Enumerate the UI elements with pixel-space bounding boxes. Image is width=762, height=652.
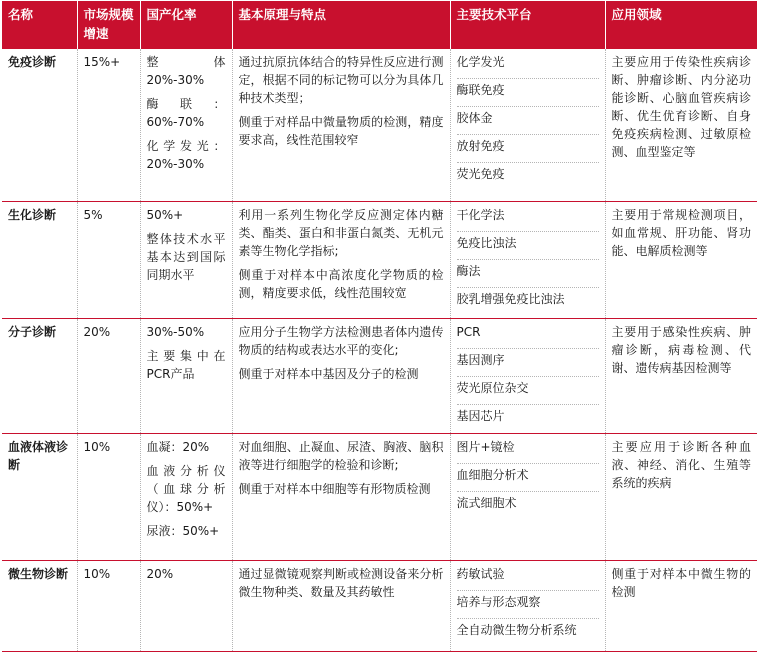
principle-text: 通过显微镜观察判断或检测设备来分析微生物种类、数量及其药敏性 — [238, 567, 444, 599]
principle-text: 侧重于对样本中基因及分子的检测 — [238, 367, 419, 381]
row-localization — [140, 49, 232, 202]
row-principle — [232, 49, 450, 202]
row-growth: 15%+ — [77, 49, 140, 202]
row-platforms — [450, 319, 605, 434]
localization-line: 尿液：50%+ — [146, 524, 220, 538]
row-name: 免疫诊断 — [2, 49, 77, 202]
platform-item: 酶联免疫 — [457, 79, 599, 107]
row-localization — [140, 561, 232, 652]
row-growth: 10% — [77, 561, 140, 652]
row-principle — [232, 561, 450, 652]
header-name: 名称 — [2, 1, 77, 49]
row-growth: 5% — [77, 202, 140, 319]
table-row — [2, 561, 757, 652]
localization-line: 整体 20%-30% — [146, 55, 226, 87]
localization-line: 主要集中在PCR产品 — [146, 349, 226, 381]
platform-item: 干化学法 — [457, 204, 599, 232]
platform-item: 基因芯片 — [456, 409, 505, 423]
table-row — [2, 202, 757, 319]
row-platforms — [450, 49, 605, 202]
row-name: 血液体液诊断 — [2, 434, 77, 561]
principle-text: 利用一系列生物化学反应测定体内糖类、酯类、蛋白和非蛋白氮类、无机元素等生物化学指标; — [238, 208, 444, 258]
platform-item: 免疫比浊法 — [457, 232, 599, 260]
platform-item: 血细胞分析术 — [457, 464, 599, 492]
platform-item: 药敏试验 — [457, 563, 599, 591]
localization-line: 化学发光：20%-30% — [146, 139, 226, 171]
principle-text: 侧重于对样品中微量物质的检测，精度要求高，线性范围较窄 — [238, 115, 444, 147]
row-name: 生化诊断 — [2, 202, 77, 319]
localization-line: 酶联：60%-70% — [146, 97, 226, 129]
principle-text: 通过抗原抗体结合的特异性反应进行测定，根据不同的标记物可以分为具体几种技术类型； — [238, 55, 444, 105]
table-row — [2, 49, 757, 202]
row-application — [605, 561, 757, 652]
localization-line: 50%+ — [146, 208, 184, 222]
localization-line: 30%-50% — [146, 325, 205, 339]
row-name: 微生物诊断 — [2, 561, 77, 652]
row-platforms — [450, 202, 605, 319]
row-growth: 10% — [77, 434, 140, 561]
platform-item: 全自动微生物分析系统 — [456, 623, 577, 637]
platform-item: 放射免疫 — [457, 135, 599, 163]
table-row — [2, 319, 757, 434]
localization-line: 血液分析仪（血球分析仪）：50%+ — [146, 464, 226, 514]
row-principle — [232, 434, 450, 561]
row-application — [605, 434, 757, 561]
principle-text: 应用分子生物学方法检测患者体内遗传物质的结构或表达水平的变化; — [238, 325, 444, 357]
application-text: 主要用于感染性疾病、肿瘤诊断，病毒检测、代谢、遗传病基因检测等 — [611, 325, 751, 375]
row-growth: 20% — [77, 319, 140, 434]
application-text: 主要应用于传染性疾病诊断、肿瘤诊断、内分泌功能诊断、心脑血管疾病诊断、优生优育诊断、自身免疫疾病检测、过敏原检测、血型鉴定等 — [611, 55, 751, 159]
application-text: 主要用于常规检测项目，如血常规、肝功能、肾功能、电解质检测等 — [611, 208, 751, 258]
localization-line: 20% — [146, 567, 174, 581]
header-application: 应用领域 — [605, 1, 757, 49]
localization-line: 血凝：20% — [146, 440, 210, 454]
row-platforms — [450, 434, 605, 561]
header-localization: 国产化率 — [140, 1, 232, 49]
table-row — [2, 434, 757, 561]
header-row — [2, 1, 757, 49]
ivd-comparison-table — [2, 1, 757, 652]
platform-item: 酶法 — [457, 260, 599, 288]
platform-item: 荧光免疫 — [456, 167, 505, 181]
application-text: 侧重于对样本中微生物的检测 — [611, 567, 751, 599]
platform-item: 图片+镜检 — [457, 436, 599, 464]
row-localization — [140, 434, 232, 561]
platform-item: 荧光原位杂交 — [457, 377, 599, 405]
platform-item: 培养与形态观察 — [457, 591, 599, 619]
platform-item: 胶体金 — [457, 107, 599, 135]
row-name: 分子诊断 — [2, 319, 77, 434]
platform-item: 流式细胞术 — [456, 496, 517, 510]
localization-line: 整体技术水平基本达到国际同期水平 — [146, 232, 226, 282]
row-principle — [232, 202, 450, 319]
row-localization — [140, 319, 232, 434]
row-application — [605, 202, 757, 319]
row-application — [605, 49, 757, 202]
principle-text: 侧重于对样本中细胞等有形物质检测 — [238, 482, 431, 496]
row-localization — [140, 202, 232, 319]
principle-text: 侧重于对样本中高浓度化学物质的检测，精度要求低，线性范围较宽 — [238, 268, 444, 300]
application-text: 主要应用于诊断各种血液、神经、消化、生殖等系统的疾病 — [611, 440, 751, 490]
principle-text: 对血细胞、止凝血、尿渣、胸液、脑积液等进行细胞学的检验和诊断; — [238, 440, 444, 472]
platform-item: 化学发光 — [457, 51, 599, 79]
row-platforms — [450, 561, 605, 652]
row-principle — [232, 319, 450, 434]
platform-item: 胶乳增强免疫比浊法 — [456, 292, 565, 306]
header-growth: 市场规模增速 — [77, 1, 140, 49]
platform-item: 基因测序 — [457, 349, 599, 377]
platform-item: PCR — [457, 321, 599, 349]
row-application — [605, 319, 757, 434]
header-platforms: 主要技术平台 — [450, 1, 605, 49]
header-principle: 基本原理与特点 — [232, 1, 450, 49]
